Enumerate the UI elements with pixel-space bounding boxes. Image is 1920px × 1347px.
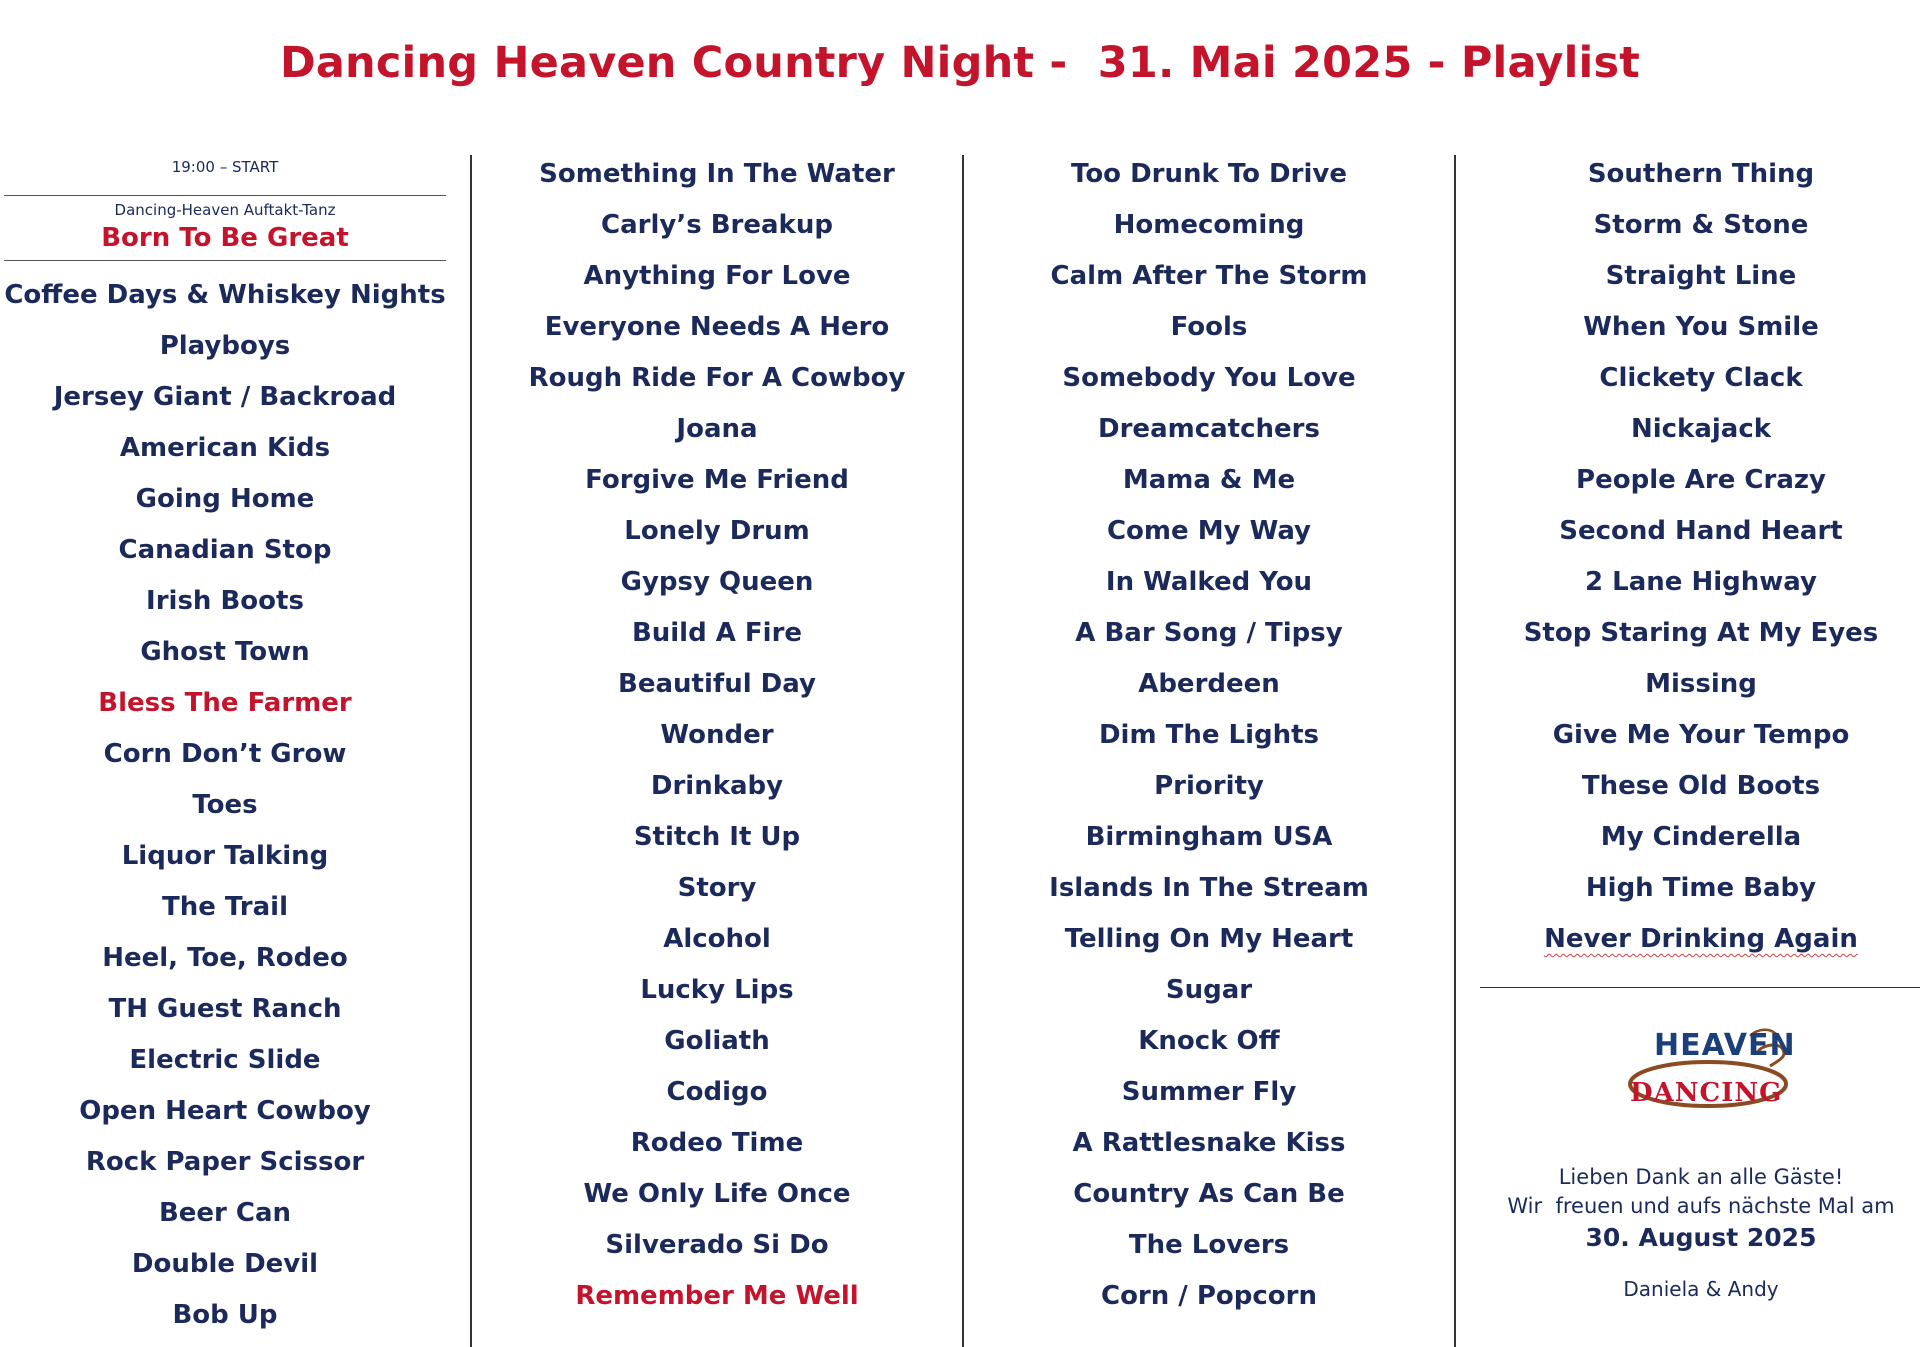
song-item: [1456, 914, 1920, 965]
song-item: Telling On My Heart: [1064, 924, 1354, 954]
song-item: 2 Lane Highway: [1585, 567, 1817, 597]
song-item: Irish Boots: [146, 586, 304, 616]
song-item: Sugar: [1165, 975, 1253, 1005]
song-item: People Are Crazy: [1576, 465, 1826, 495]
opener-song: Born To Be Great: [101, 223, 349, 253]
song-item: Beautiful Day: [618, 669, 816, 699]
song-item: Canadian Stop: [118, 535, 332, 565]
song-item: Come My Way: [1106, 516, 1312, 546]
start-time: 19:00 – START: [171, 158, 279, 176]
song-item: Fools: [1170, 312, 1248, 342]
playlist-column-1: [0, 270, 450, 1341]
song-item: Anything For Love: [583, 261, 851, 291]
song-item: Heel, Toe, Rodeo: [102, 943, 348, 973]
song-item: Silverado Si Do: [605, 1230, 829, 1260]
song-item: American Kids: [119, 433, 331, 463]
signature: Daniela & Andy: [1623, 1277, 1779, 1301]
logo-heaven-text: HEAVEN: [1654, 1028, 1796, 1063]
song-item: Ghost Town: [140, 637, 310, 667]
song-item: Lonely Drum: [624, 516, 810, 546]
song-item: Southern Thing: [1587, 159, 1815, 189]
song-item: High Time Baby: [1585, 873, 1817, 903]
song-item: We Only Life Once: [583, 1179, 851, 1209]
song-item: Birmingham USA: [1085, 822, 1333, 852]
song-item: Something In The Water: [539, 159, 895, 189]
song-item: Straight Line: [1605, 261, 1797, 291]
song-item: TH Guest Ranch: [108, 994, 342, 1024]
song-title: Never Drinking Again: [1544, 924, 1858, 954]
song-item: The Trail: [161, 892, 288, 922]
song-item: Wonder: [660, 720, 774, 750]
thanks-line-1: Lieben Dank an alle Gäste!: [1558, 1165, 1844, 1189]
song-item: Build A Fire: [631, 618, 803, 648]
song-item: Stitch It Up: [633, 822, 801, 852]
divider: [4, 195, 446, 196]
song-item: Electric Slide: [129, 1045, 321, 1075]
song-item: Give Me Your Tempo: [1552, 720, 1850, 750]
song-item: Homecoming: [1113, 210, 1305, 240]
song-item: These Old Boots: [1581, 771, 1821, 801]
song-item: Priority: [1154, 771, 1264, 801]
song-item: Rough Ride For A Cowboy: [528, 363, 906, 393]
song-item: Stop Staring At My Eyes: [1523, 618, 1879, 648]
song-item: Bless The Farmer: [98, 688, 352, 718]
song-item: Going Home: [135, 484, 315, 514]
song-item: A Bar Song / Tipsy: [1075, 618, 1343, 648]
opener-caption: Dancing-Heaven Auftakt-Tanz: [114, 201, 336, 219]
song-item: Joana: [676, 414, 758, 444]
song-item: Too Drunk To Drive: [1071, 159, 1347, 189]
song-item: Codigo: [666, 1077, 768, 1107]
dancing-heaven-logo: [1620, 1020, 1796, 1120]
song-item: Corn Don’t Grow: [103, 739, 347, 769]
song-item: Mama & Me: [1122, 465, 1296, 495]
song-item: Carly’s Breakup: [601, 210, 833, 240]
song-item: Story: [677, 873, 757, 903]
song-item: A Rattlesnake Kiss: [1072, 1128, 1346, 1158]
divider: [1480, 987, 1920, 988]
song-item: Country As Can Be: [1073, 1179, 1345, 1209]
song-item: Beer Can: [158, 1198, 292, 1228]
song-item: Goliath: [664, 1026, 770, 1056]
song-item: When You Smile: [1583, 312, 1819, 342]
song-item: The Lovers: [1128, 1230, 1290, 1260]
song-item: Dim The Lights: [1098, 720, 1320, 750]
song-item: Lucky Lips: [640, 975, 794, 1005]
song-item: Liquor Talking: [121, 841, 329, 871]
song-item: Dreamcatchers: [1098, 414, 1320, 444]
page-title: Dancing Heaven Country Night - 31. Mai 2025 - Playlist: [279, 38, 1641, 88]
next-date: 30. August 2025: [1585, 1223, 1817, 1252]
song-item: Bob Up: [172, 1300, 278, 1330]
song-item: In Walked You: [1105, 567, 1313, 597]
song-item: Gypsy Queen: [620, 567, 814, 597]
song-item: Missing: [1645, 669, 1757, 699]
song-item: Knock Off: [1138, 1026, 1280, 1056]
song-item: Calm After The Storm: [1050, 261, 1368, 291]
song-item: Double Devil: [131, 1249, 319, 1279]
song-item: Open Heart Cowboy: [79, 1096, 371, 1126]
song-item: Somebody You Love: [1062, 363, 1356, 393]
song-item: Drinkaby: [650, 771, 784, 801]
logo-dancing-text: DANCING: [1630, 1078, 1783, 1108]
playlist-column-3: [964, 149, 1454, 1322]
thanks-line-2: Wir freuen und aufs nächste Mal am: [1507, 1194, 1895, 1218]
song-item: Islands In The Stream: [1049, 873, 1369, 903]
song-item: Coffee Days & Whiskey Nights: [4, 280, 446, 310]
playlist-column-2: [472, 149, 962, 1322]
song-item: Forgive Me Friend: [585, 465, 849, 495]
song-item: Toes: [192, 790, 258, 820]
song-item: Clickety Clack: [1599, 363, 1803, 393]
song-item: Playboys: [159, 331, 291, 361]
song-item: Everyone Needs A Hero: [544, 312, 890, 342]
song-item: Storm & Stone: [1593, 210, 1809, 240]
song-item: Nickajack: [1630, 414, 1772, 444]
song-item: Jersey Giant / Backroad: [53, 382, 397, 412]
song-item: Summer Fly: [1121, 1077, 1297, 1107]
song-item: Alcohol: [663, 924, 771, 954]
song-item: Rodeo Time: [630, 1128, 804, 1158]
song-item: My Cinderella: [1600, 822, 1802, 852]
song-item: Aberdeen: [1138, 669, 1280, 699]
song-item: Rock Paper Scissor: [85, 1147, 365, 1177]
song-item: Second Hand Heart: [1559, 516, 1843, 546]
playlist-column-4: [1456, 149, 1920, 965]
divider: [4, 260, 446, 261]
song-item: Corn / Popcorn: [1100, 1281, 1317, 1311]
song-item: Remember Me Well: [575, 1281, 859, 1311]
